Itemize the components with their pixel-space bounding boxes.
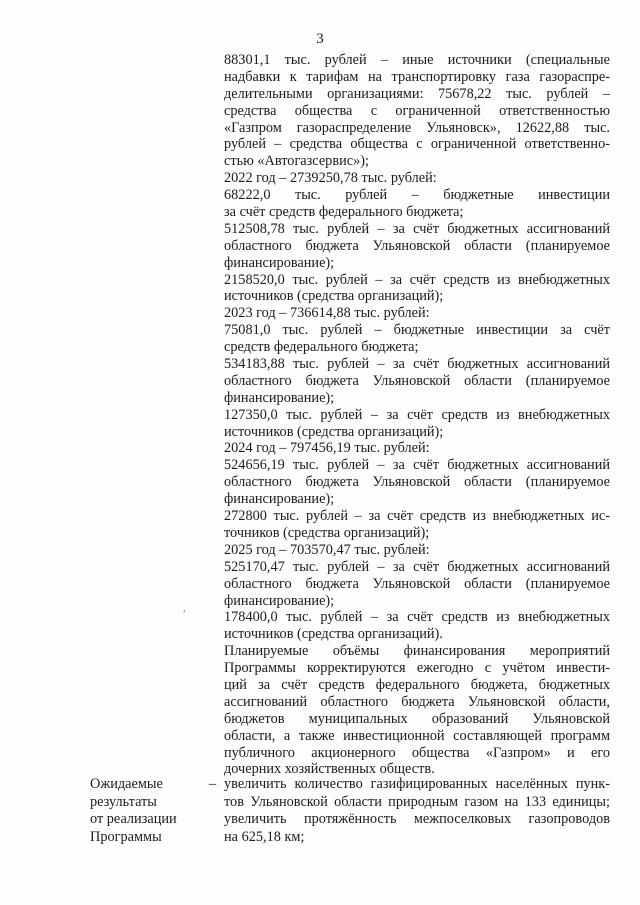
text-line: средств федерального бюджета;	[224, 339, 419, 356]
text-line: 2158520,0 тыс. рублей – за счёт средств из внебюджетных	[224, 271, 610, 288]
text-line: финансирование);	[224, 389, 335, 406]
text-line: 272800 тыс. рублей – за счёт средств из внебюджетных ис-	[224, 508, 610, 525]
label-line: Программы	[90, 828, 162, 845]
text-line: стью «Автогазсервис»);	[224, 153, 369, 170]
text-line: финансирование);	[224, 491, 335, 508]
text-line: делительными организациями: 75678,22 тыс. рублей –	[224, 85, 610, 102]
text-line: 534183,88 тыс. рублей – за счёт бюджетных ассигнований	[224, 356, 610, 373]
separator-dash: –	[209, 776, 217, 792]
text-line: областного бюджета Ульяновской области (планируемое	[224, 575, 610, 592]
text-line: 524656,19 тыс. рублей – за счёт бюджетных ассигнований	[224, 457, 610, 474]
text-line: областного бюджета Ульяновской области (планируемое	[224, 237, 610, 254]
text-line: тов Ульяновской области природным газом на 133 единицы;	[224, 793, 610, 810]
text-line: ций за счёт средств федерального бюджета, бюджетных	[224, 676, 610, 693]
text-line: надбавки к тарифам на транспортировку газа газораспре-	[224, 68, 610, 85]
text-line: 525170,47 тыс. рублей – за счёт бюджетных ассигнований	[224, 558, 610, 575]
text-line: 127350,0 тыс. рублей – за счёт средств из внебюджетных	[224, 406, 610, 423]
text-line: 512508,78 тыс. рублей – за счёт бюджетных ассигнований	[224, 220, 610, 237]
results-text-block	[224, 776, 610, 846]
text-line: увеличить количество газифицированных населённых пунк-	[224, 776, 610, 792]
label-line: Ожидаемые	[90, 776, 163, 792]
year-heading-2025: 2025 год – 703570,47 тыс. рублей:	[224, 541, 430, 558]
text-line: источников (средства организаций);	[224, 288, 444, 305]
text-line: источников (средства организаций).	[224, 626, 443, 643]
year-heading-2023: 2023 год – 736614,88 тыс. рублей:	[224, 305, 430, 322]
text-line: областного бюджета Ульяновской области (планируемое	[224, 372, 610, 389]
text-line: увеличить протяжённость межпоселковых газопроводов	[224, 811, 610, 828]
text-line: области, а также инвестиционной составляющей программ	[224, 727, 610, 744]
year-heading-2022: 2022 год – 2739250,78 тыс. рублей:	[224, 170, 437, 187]
year-heading-2024: 2024 год – 797456,19 тыс. рублей:	[224, 440, 430, 457]
page-number: 3	[316, 31, 324, 47]
text-line: Планируемые объёмы финансирования мероприятий	[224, 643, 610, 660]
text-line: дочерних хозяйственных обществ.	[224, 761, 435, 778]
label-line: от реализации	[90, 811, 177, 828]
text-line: на 625,18 км;	[224, 828, 305, 845]
text-line: 88301,1 тыс. рублей – иные источники (специальные	[224, 52, 610, 68]
text-line: публичного акционерного общества «Газпром» и его	[224, 744, 610, 761]
text-line: за счёт средств федерального бюджета;	[224, 204, 464, 221]
label-line: результаты	[90, 793, 157, 810]
text-line: Программы корректируются ежегодно с учётом инвести-	[224, 660, 610, 677]
financing-text-block	[224, 52, 610, 778]
text-line: средства общества с ограниченной ответственностью	[224, 102, 610, 119]
margin-mark: ,	[183, 603, 186, 614]
text-line: «Газпром газораспределение Ульяновск», 12622,88 тыс.	[224, 119, 610, 136]
text-line: 178400,0 тыс. рублей – за счёт средств из внебюджетных	[224, 609, 610, 626]
text-line: 75081,0 тыс. рублей – бюджетные инвестиции за счёт	[224, 322, 610, 339]
text-line: бюджетов муниципальных образований Ульяновской	[224, 710, 610, 727]
text-line: ассигнований областного бюджета Ульяновской области,	[224, 693, 610, 710]
text-line: финансирование);	[224, 592, 335, 609]
text-line: рублей – средства общества с ограниченной ответственно-	[224, 136, 610, 153]
text-line: источников (средства организаций);	[224, 423, 444, 440]
results-label	[90, 776, 210, 846]
text-line: 68222,0 тыс. рублей – бюджетные инвестиции	[224, 187, 610, 204]
text-line: финансирование);	[224, 254, 335, 271]
text-line: областного бюджета Ульяновской области (планируемое	[224, 474, 610, 491]
text-line: точников (средства организаций);	[224, 524, 430, 541]
